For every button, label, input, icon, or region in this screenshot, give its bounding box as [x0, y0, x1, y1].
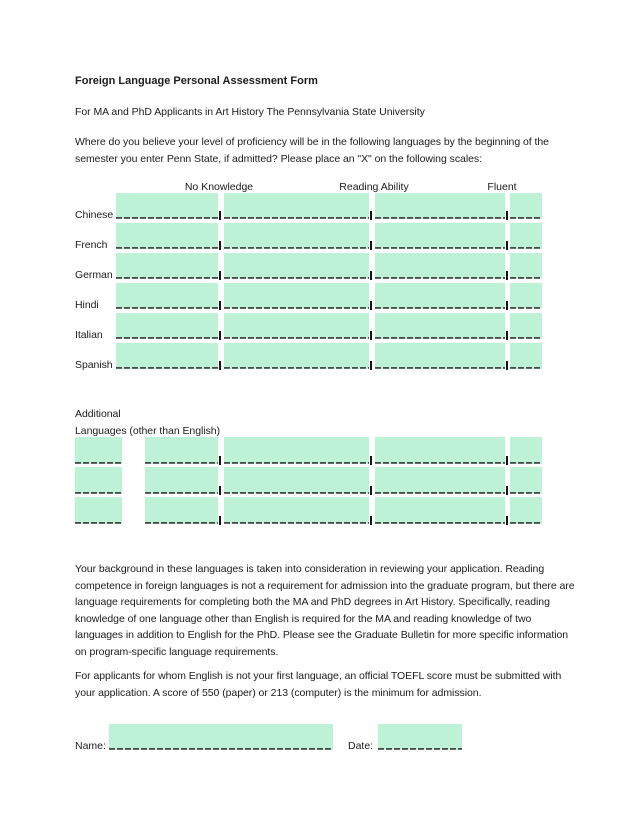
scale-line-segment-3[interactable]	[375, 223, 505, 249]
scale-tick-no-knowledge	[219, 271, 221, 280]
scale-tick-no-knowledge	[219, 241, 221, 250]
scale-tick-reading-ability	[370, 456, 372, 465]
scale-line-segment-2[interactable]	[224, 467, 369, 494]
scale-tick-fluent	[506, 486, 508, 495]
additional-languages-heading-line1: Additional	[75, 408, 121, 420]
additional-language-name-field[interactable]	[75, 467, 122, 494]
scale-tick-no-knowledge	[219, 516, 221, 525]
scale-line-segment-3[interactable]	[375, 313, 505, 339]
additional-language-name-field[interactable]	[75, 497, 122, 524]
scale-line-segment-2[interactable]	[224, 437, 369, 464]
scale-header-no-knowledge: No Knowledge	[184, 181, 254, 193]
language-label: Chinese	[75, 209, 114, 221]
language-label: Spanish	[75, 359, 113, 371]
scale-line-segment-4[interactable]	[510, 437, 542, 464]
scale-line-segment-1[interactable]	[145, 467, 218, 494]
language-scale-row	[0, 253, 640, 279]
scale-tick-fluent	[506, 241, 508, 250]
additional-language-row	[0, 437, 640, 464]
scale-line-segment-3[interactable]	[375, 437, 505, 464]
language-scale-row	[0, 223, 640, 249]
toefl-paragraph: For applicants for whom English is not your first language, an official TOEFL score must be submitted with your application. A score of 550 (paper) or 213 (computer) is the minimum for admission.	[75, 670, 562, 699]
scale-line-segment-1[interactable]	[116, 283, 218, 309]
scale-line-segment-3[interactable]	[375, 467, 505, 494]
scale-tick-fluent	[506, 301, 508, 310]
scale-tick-reading-ability	[370, 271, 372, 280]
additional-language-name-field[interactable]	[75, 437, 122, 464]
scale-line-segment-2[interactable]	[224, 193, 369, 219]
date-field[interactable]	[378, 724, 462, 750]
language-requirements-paragraph: Your background in these languages is taken into consideration in reviewing your application. Reading competence in foreign languages is not a requirement for admission into the graduate program, but there are language requirements for completing both the MA and PhD degrees in Art History. Specifically, reading knowledge of one language other than English is required for the MA and reading knowledge of two languages in addition to English for the PhD. Please see the Graduate Bulletin for more specific information on program-specific language requirements.	[75, 563, 575, 658]
name-field[interactable]	[109, 724, 333, 750]
scale-tick-reading-ability	[370, 301, 372, 310]
signature-row	[0, 724, 640, 750]
scale-line-segment-3[interactable]	[375, 343, 505, 369]
scale-tick-fluent	[506, 361, 508, 370]
scale-line-segment-1[interactable]	[116, 193, 218, 219]
scale-header-fluent: Fluent	[487, 181, 517, 193]
scale-line-segment-1[interactable]	[116, 313, 218, 339]
form-subtitle: For MA and PhD Applicants in Art History The Pennsylvania State University	[75, 106, 425, 118]
scale-tick-fluent	[506, 516, 508, 525]
scale-line-segment-1[interactable]	[145, 437, 218, 464]
language-scale-row	[0, 343, 640, 369]
scale-tick-no-knowledge	[219, 456, 221, 465]
language-scale-row	[0, 313, 640, 339]
language-scale-row	[0, 283, 640, 309]
scale-tick-reading-ability	[370, 516, 372, 525]
language-label: Hindi	[75, 299, 99, 311]
scale-line-segment-2[interactable]	[224, 283, 369, 309]
scale-tick-fluent	[506, 271, 508, 280]
scale-tick-no-knowledge	[219, 211, 221, 220]
scale-tick-reading-ability	[370, 486, 372, 495]
scale-line-segment-4[interactable]	[510, 223, 542, 249]
scale-line-segment-4[interactable]	[510, 193, 542, 219]
scale-line-segment-2[interactable]	[224, 343, 369, 369]
scale-line-segment-3[interactable]	[375, 193, 505, 219]
scale-line-segment-2[interactable]	[224, 223, 369, 249]
scale-tick-fluent	[506, 211, 508, 220]
form-title: Foreign Language Personal Assessment Form	[75, 75, 318, 87]
scale-tick-no-knowledge	[219, 301, 221, 310]
language-label: German	[75, 269, 113, 281]
scale-tick-no-knowledge	[219, 361, 221, 370]
scale-tick-fluent	[506, 456, 508, 465]
scale-tick-reading-ability	[370, 211, 372, 220]
scale-line-segment-2[interactable]	[224, 313, 369, 339]
scale-line-segment-2[interactable]	[224, 497, 369, 524]
scale-line-segment-3[interactable]	[375, 497, 505, 524]
scale-line-segment-4[interactable]	[510, 497, 542, 524]
language-label: French	[75, 239, 108, 251]
form-instructions: Where do you believe your level of proficiency will be in the following languages by the beginning of the semester you enter Penn State, if admitted? Please place an "X" on the following scales:	[75, 136, 549, 165]
scale-line-segment-4[interactable]	[510, 313, 542, 339]
additional-languages-heading-line2: Languages (other than English)	[75, 425, 221, 437]
scale-line-segment-1[interactable]	[116, 343, 218, 369]
scale-tick-reading-ability	[370, 241, 372, 250]
scale-line-segment-4[interactable]	[510, 253, 542, 279]
scale-line-segment-2[interactable]	[224, 253, 369, 279]
scale-header-reading-ability: Reading Ability	[339, 181, 409, 193]
name-label: Name:	[75, 740, 106, 752]
additional-language-row	[0, 497, 640, 524]
additional-language-row	[0, 467, 640, 494]
date-label: Date:	[348, 740, 374, 752]
scale-line-segment-4[interactable]	[510, 343, 542, 369]
scale-tick-reading-ability	[370, 361, 372, 370]
scale-line-segment-1[interactable]	[145, 497, 218, 524]
scale-line-segment-4[interactable]	[510, 283, 542, 309]
scale-line-segment-3[interactable]	[375, 283, 505, 309]
scale-tick-no-knowledge	[219, 331, 221, 340]
scale-tick-reading-ability	[370, 331, 372, 340]
language-label: Italian	[75, 329, 103, 341]
scale-tick-fluent	[506, 331, 508, 340]
scale-line-segment-1[interactable]	[116, 253, 218, 279]
scale-line-segment-4[interactable]	[510, 467, 542, 494]
scale-line-segment-3[interactable]	[375, 253, 505, 279]
scale-line-segment-1[interactable]	[116, 223, 218, 249]
language-scale-row	[0, 193, 640, 219]
scale-tick-no-knowledge	[219, 486, 221, 495]
